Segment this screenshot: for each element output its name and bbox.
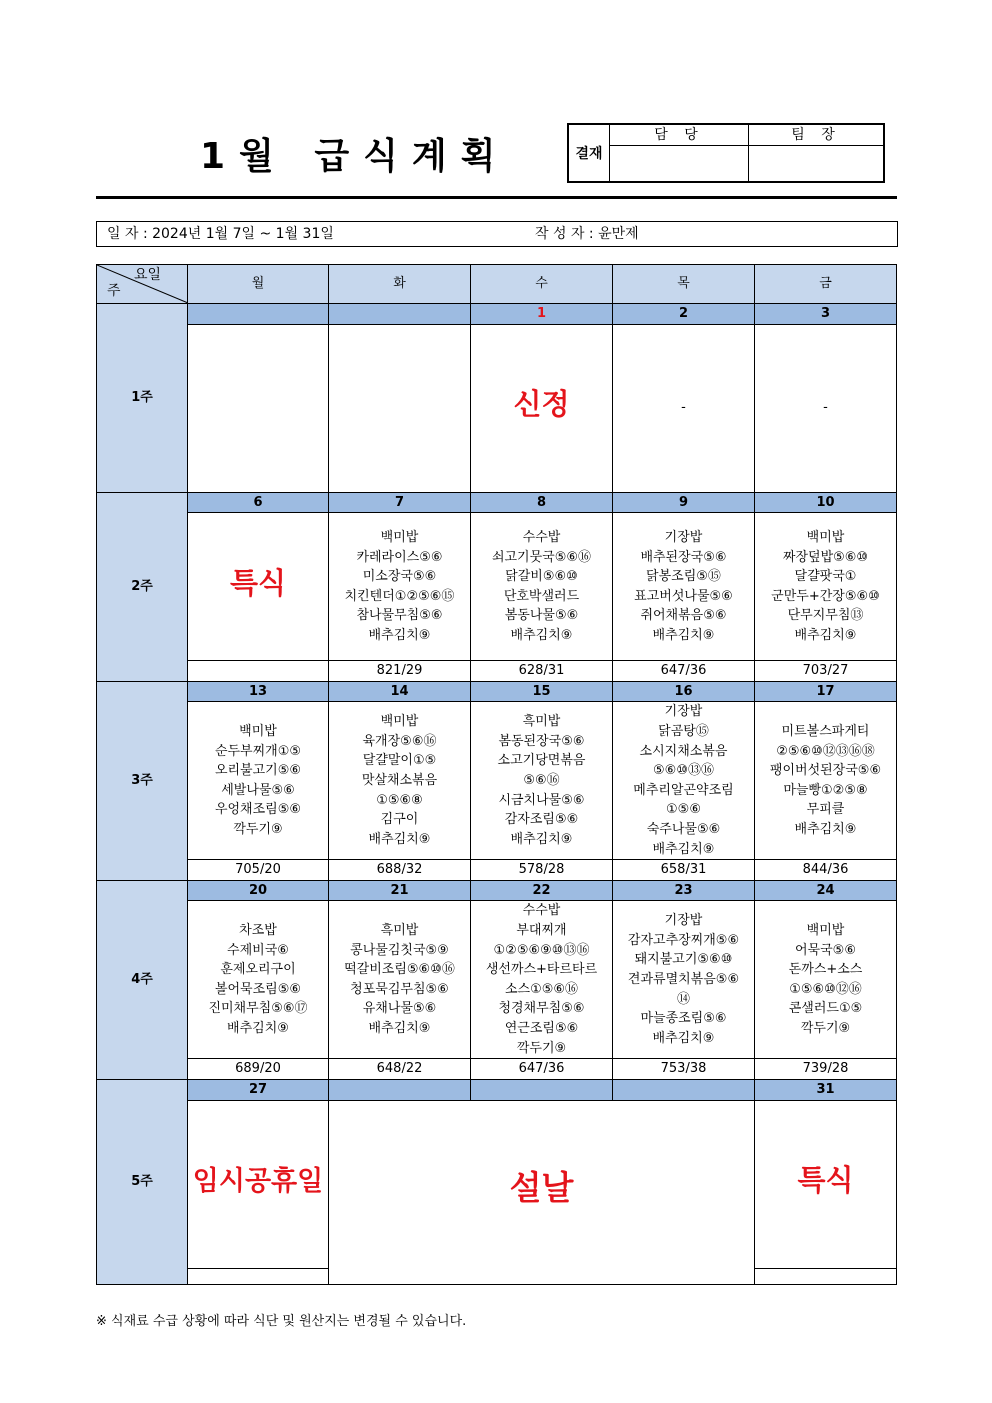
date-cell: 8	[471, 492, 613, 513]
week3-date-row	[97, 681, 897, 702]
menu-cell-wed	[471, 901, 613, 1059]
menu-item: 배추김치⑨	[368, 627, 431, 643]
menu-cell-thu	[613, 901, 755, 1059]
menu-item: 배추김치⑨	[652, 841, 715, 857]
info-bar	[96, 221, 898, 247]
week3-calorie-row	[97, 860, 897, 881]
menu-item: ⑤⑥⑯	[523, 772, 560, 788]
menu-item: 닭봉조림⑤⑮	[646, 569, 721, 585]
menu-item: 배추김치⑨	[368, 1021, 431, 1036]
week1-label: 1주	[97, 304, 188, 493]
menu-cell-mon	[188, 901, 329, 1059]
date-cell: 1	[471, 304, 613, 325]
menu-cell-fri: -	[755, 324, 897, 492]
menu-item: ⑭	[676, 991, 690, 1007]
week4-date-row	[97, 880, 897, 901]
menu-item: 무피클	[806, 802, 845, 818]
title-divider	[96, 196, 897, 199]
week2-date-row	[97, 492, 897, 513]
calorie-cell: 647/36	[613, 661, 755, 682]
date-cell: 16	[613, 681, 755, 702]
menu-item: 마늘빵①②⑤⑧	[783, 782, 868, 798]
date-cell: 14	[329, 681, 471, 702]
menu-cell-wed	[471, 702, 613, 860]
approval-box	[567, 123, 885, 183]
menu-item: 메추리알곤약조림	[633, 782, 734, 798]
menu-item: 배추김치⑨	[368, 831, 431, 847]
date-cell: 22	[471, 880, 613, 901]
menu-item: 카레라이스⑤⑥	[356, 549, 443, 565]
menu-item: ①②⑤⑥⑨⑩⑬⑯	[493, 942, 590, 958]
calorie-cell	[188, 661, 329, 682]
calorie-cell: 844/36	[755, 860, 897, 881]
menu-cell-mon	[188, 702, 329, 860]
date-cell: 24	[755, 880, 897, 901]
menu-item: 기장밥	[664, 529, 703, 545]
menu-item: 청경채무침⑤⑥	[498, 1001, 585, 1017]
menu-item: 쥐어채볶음⑤⑥	[640, 608, 727, 624]
menu-item: 깍두기⑨	[516, 1040, 567, 1056]
menu-item: 돼지불고기⑤⑥⑩	[634, 952, 733, 968]
date-cell	[471, 1079, 613, 1100]
date-cell	[188, 304, 329, 325]
menu-cell-empty	[329, 324, 471, 492]
menu-cell-empty	[188, 324, 329, 492]
info-date: 일 자 : 2024년 1월 7일 ~ 1월 31일	[107, 226, 334, 242]
date-cell	[613, 1079, 755, 1100]
calorie-cell: 703/27	[755, 661, 897, 682]
menu-item: 치킨텐더①②⑤⑥⑮	[344, 588, 455, 604]
calorie-cell: 578/28	[471, 860, 613, 881]
special-meal-label: 특식	[229, 565, 287, 600]
footnote: ※ 식재료 수급 상황에 따라 식단 및 원산지는 변경될 수 있습니다.	[96, 1314, 467, 1329]
header-day-wed: 수	[471, 265, 613, 304]
menu-item: 배추김치⑨	[652, 627, 715, 643]
menu-item: ①⑤⑥⑧	[376, 792, 423, 808]
menu-item: 백미밥	[239, 723, 277, 739]
date-cell: 13	[188, 681, 329, 702]
menu-item: 볼어묵조림⑤⑥	[214, 981, 302, 997]
calorie-cell: 658/31	[613, 860, 755, 881]
menu-item: 단무지무침⑬	[787, 608, 864, 624]
week1-menu-row	[97, 324, 897, 492]
menu-item: ②⑤⑥⑩⑫⑬⑯⑱	[776, 743, 875, 759]
calorie-cell: 647/36	[471, 1059, 613, 1080]
calorie-cell: 688/32	[329, 860, 471, 881]
date-cell: 7	[329, 492, 471, 513]
menu-item: 백미밥	[380, 714, 419, 730]
menu-cell-thu	[613, 702, 755, 860]
date-cell: 31	[755, 1079, 897, 1100]
date-cell: 2	[613, 304, 755, 325]
menu-item: 떡갈비조림⑤⑥⑩⑯	[344, 962, 455, 978]
menu-item: 배추김치⑨	[510, 831, 573, 847]
menu-item: 소스①⑤⑥⑯	[504, 981, 579, 997]
info-author: 작 성 자 : 윤만제	[535, 226, 639, 242]
week5-label: 5주	[97, 1079, 188, 1284]
menu-cell-tue	[329, 702, 471, 860]
menu-cell-fri	[755, 901, 897, 1059]
menu-item: 기장밥	[664, 913, 703, 929]
meal-plan-table	[96, 264, 897, 1285]
menu-item: 훈제오리구이	[220, 962, 296, 978]
menu-item: 흑미밥	[522, 714, 561, 730]
menu-cell-mon	[188, 513, 329, 661]
approval-col-lead	[749, 125, 883, 181]
header-corner	[97, 265, 188, 304]
menu-cell-fri	[755, 1100, 897, 1268]
menu-item: 청포묵김무침⑤⑥	[350, 981, 449, 997]
week4-label: 4주	[97, 880, 188, 1079]
corner-day-label: 요일	[133, 267, 161, 283]
menu-item: 수제비국⑥	[227, 942, 289, 958]
header-day-thu: 목	[613, 265, 755, 304]
week5-menu-row	[97, 1100, 897, 1268]
holiday-label: 설날	[509, 1168, 574, 1208]
menu-item: 미소장국⑤⑥	[362, 569, 437, 585]
holiday-label: 신정	[513, 387, 570, 422]
week4-menu-row	[97, 901, 897, 1059]
menu-item: ①⑤⑥⑩⑫⑯	[789, 981, 862, 997]
menu-item: 깍두기⑨	[233, 821, 283, 837]
calorie-cell: 753/38	[613, 1059, 755, 1080]
menu-item: 돈까스+소스	[788, 962, 863, 978]
menu-item: 유채나물⑤⑥	[362, 1001, 437, 1017]
menu-item: 닭곰탕⑮	[658, 723, 709, 739]
calorie-cell: 628/31	[471, 661, 613, 682]
menu-item: 배추김치⑨	[510, 627, 573, 643]
temporary-holiday-label: 임시공휴일	[192, 1165, 324, 1197]
menu-item: 수수밥	[522, 903, 561, 919]
approval-col-lead-label: 팀 장	[749, 125, 883, 146]
approval-col-manager	[610, 125, 749, 181]
date-cell: 27	[188, 1079, 329, 1100]
menu-item: 오리불고기⑤⑥	[214, 763, 302, 779]
menu-item: 짜장덮밥⑤⑥⑩	[782, 549, 869, 565]
calorie-cell: 689/20	[188, 1059, 329, 1080]
menu-item: 감자조림⑤⑥	[504, 812, 579, 828]
menu-item: 달걀팟국①	[794, 569, 857, 585]
menu-item: 깍두기⑨	[800, 1021, 851, 1036]
menu-item: ⑤⑥⑩⑬⑯	[653, 763, 714, 779]
menu-item: 미트볼스파게티	[781, 723, 870, 739]
menu-item: 진미채무침⑤⑥⑰	[208, 1001, 308, 1017]
menu-item: 시금치나물⑤⑥	[498, 792, 585, 808]
approval-col-manager-label: 담 당	[610, 125, 748, 146]
menu-item: 표고버섯나물⑤⑥	[634, 588, 733, 604]
menu-item: 연근조림⑤⑥	[504, 1021, 579, 1036]
menu-item: 배추김치⑨	[794, 627, 857, 643]
calorie-cell: 705/20	[188, 860, 329, 881]
approval-label: 결재	[569, 125, 610, 181]
calorie-cell: 821/29	[329, 661, 471, 682]
menu-cell-fri	[755, 513, 897, 661]
date-cell: 20	[188, 880, 329, 901]
header-day-tue: 화	[329, 265, 471, 304]
date-cell	[329, 1079, 471, 1100]
date-cell: 6	[188, 492, 329, 513]
menu-item: 육개장⑤⑥⑯	[362, 733, 437, 749]
menu-item: 배추김치⑨	[227, 1021, 289, 1036]
menu-item: 배추된장국⑤⑥	[640, 549, 727, 565]
menu-item: 수수밥	[522, 529, 561, 545]
week3-menu-row	[97, 702, 897, 860]
menu-item: 차조밥	[239, 923, 277, 939]
week1-date-row	[97, 304, 897, 325]
header-day-fri: 금	[755, 265, 897, 304]
menu-item: 콘샐러드①⑤	[788, 1001, 863, 1017]
date-cell: 17	[755, 681, 897, 702]
menu-item: 달걀말이①⑤	[362, 753, 437, 769]
menu-cell-wed	[471, 513, 613, 661]
menu-item: 단호박샐러드	[503, 588, 580, 604]
menu-item: 세발나물⑤⑥	[221, 782, 295, 798]
calorie-cell	[755, 1268, 897, 1284]
week2-menu-row	[97, 513, 897, 661]
date-cell: 9	[613, 492, 755, 513]
calorie-cell: 739/28	[755, 1059, 897, 1080]
menu-item: 어묵국⑤⑥	[795, 942, 856, 958]
page-title: 1월 급식계획	[200, 136, 510, 177]
menu-cell-tue	[329, 513, 471, 661]
menu-item: 배추김치⑨	[652, 1030, 715, 1046]
menu-item: 맛살채소볶음	[361, 772, 438, 788]
menu-item: 생선까스+타르타르	[485, 962, 598, 978]
date-cell: 21	[329, 880, 471, 901]
menu-item: 닭갈비⑤⑥⑩	[505, 569, 578, 585]
date-cell: 3	[755, 304, 897, 325]
menu-item: 순두부찌개①⑤	[214, 743, 302, 759]
menu-cell-holiday-span	[329, 1100, 755, 1284]
menu-item: 감자고추장찌개⑤⑥	[627, 932, 740, 948]
special-meal-label: 특식	[797, 1163, 854, 1198]
menu-item: 기장밥	[664, 704, 703, 720]
menu-item: 소고기당면볶음	[497, 753, 586, 769]
menu-item: 참나물무침⑤⑥	[356, 608, 443, 624]
menu-item: 백미밥	[806, 529, 845, 545]
menu-item: 우엉채조림⑤⑥	[214, 802, 302, 818]
menu-item: 봄동나물⑤⑥	[504, 608, 579, 624]
menu-item: 봄동된장국⑤⑥	[498, 733, 585, 749]
menu-item: 배추김치⑨	[794, 821, 857, 837]
corner-week-label: 주	[107, 283, 121, 300]
date-cell: 15	[471, 681, 613, 702]
menu-cell-fri	[755, 702, 897, 860]
menu-item: 숙주나물⑤⑥	[646, 821, 721, 837]
calorie-cell	[188, 1268, 329, 1284]
week2-label: 2주	[97, 492, 188, 681]
week2-calorie-row	[97, 661, 897, 682]
week3-label: 3주	[97, 681, 188, 880]
menu-cell-tue	[329, 901, 471, 1059]
header-day-mon: 월	[188, 265, 329, 304]
menu-item: 군만두+간장⑤⑥⑩	[771, 588, 880, 604]
menu-item: 견과류멸치볶음⑤⑥	[627, 972, 740, 988]
menu-cell-thu	[613, 513, 755, 661]
menu-item: 팽이버섯된장국⑤⑥	[769, 763, 882, 779]
date-cell: 23	[613, 880, 755, 901]
menu-item: 백미밥	[380, 529, 419, 545]
date-cell: 10	[755, 492, 897, 513]
menu-cell-mon	[188, 1100, 329, 1268]
week4-calorie-row	[97, 1059, 897, 1080]
menu-item: 부대찌개	[516, 923, 567, 939]
menu-item: 흑미밥	[380, 923, 419, 939]
menu-item: 쇠고기뭇국⑤⑥⑯	[491, 549, 592, 565]
menu-item: 김구이	[380, 812, 419, 828]
menu-item: 백미밥	[806, 923, 845, 939]
menu-item: 마늘종조림⑤⑥	[640, 1011, 727, 1027]
menu-cell-thu: -	[613, 324, 755, 492]
menu-item: ①⑤⑥	[666, 802, 701, 818]
calorie-cell: 648/22	[329, 1059, 471, 1080]
menu-cell-wed	[471, 324, 613, 492]
menu-item: 콩나물김칫국⑤⑨	[350, 942, 449, 958]
week5-date-row	[97, 1079, 897, 1100]
header-row	[97, 265, 897, 304]
date-cell	[329, 304, 471, 325]
menu-item: 소시지채소볶음	[639, 743, 728, 759]
